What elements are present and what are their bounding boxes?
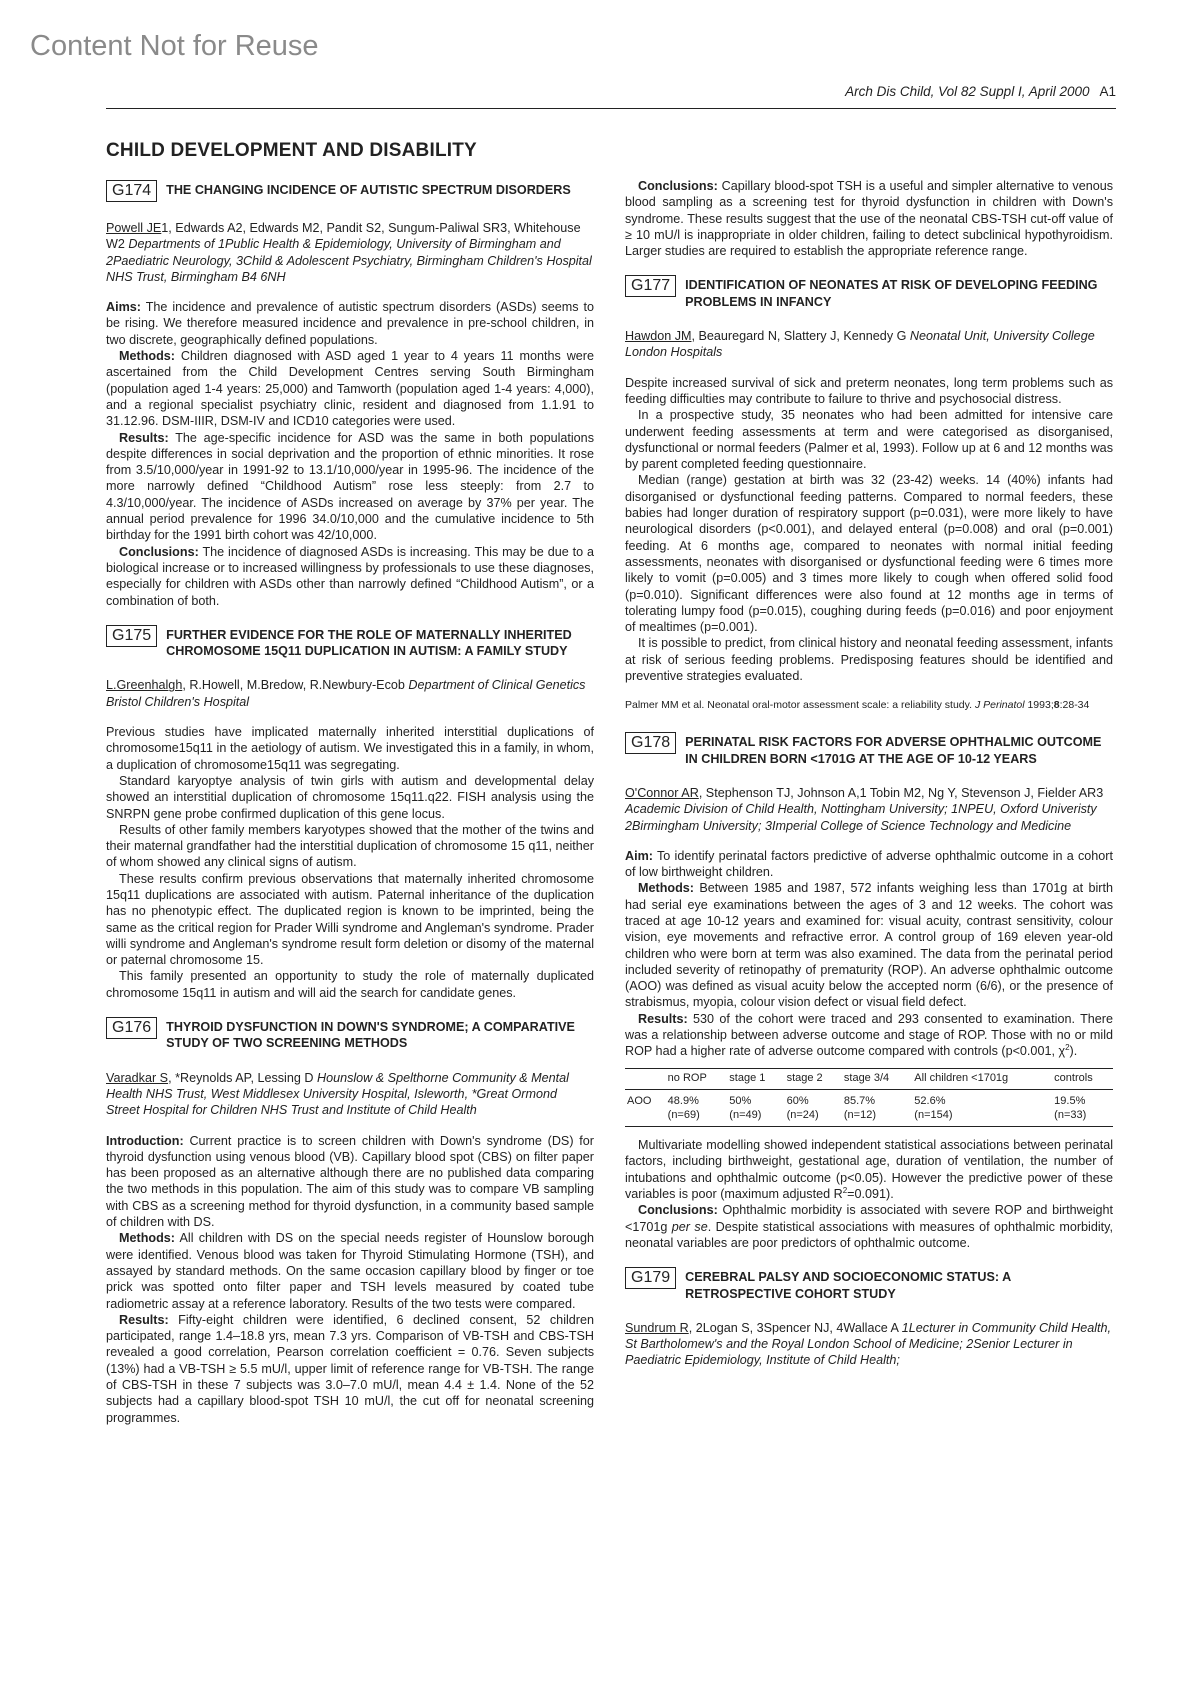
abstract-id: G176 xyxy=(106,1017,157,1039)
abstract-g179 xyxy=(625,1267,1113,1368)
conclusions-paragraph: Conclusions: Capillary blood-spot TSH is a useful and simpler alternative to venous blood sampling as a screening test for thyroid dysfunction in children with Down's syndrome. These results suggest that the use of the neonatal CBS-TSH cut-off value of ≥ 10 mU/l is inappropriate in older children, failing to detect subclinical hypothyroidism. Larger studies are required to establish the appropriate reference range. xyxy=(625,179,1114,259)
table-header-row xyxy=(625,1068,1113,1090)
co-authors: , R.Howell, M.Bredow, R.Newbury-Ecob xyxy=(182,678,405,693)
abstract-g177 xyxy=(625,275,1113,712)
abstract-id: G177 xyxy=(625,275,676,297)
presenting-author: L.Greenhalgh xyxy=(106,678,183,693)
presenting-author: Hawdon JM xyxy=(625,329,692,344)
introduction-paragraph: Introduction: Current practice is to screen children with Down's syndrome (DS) for thyroid dysfunction using venous blood (VB). Capillary blood spot (CBS) on filter paper has been proposed as an alternative although there are no published data comparing the two methods in this population. The aim of this study was to compare VB sampling with CBS as a screening method for thyroid dysfunction, in a community based sample of children with DS. xyxy=(106,1133,594,1230)
body-paragraph: This family presented an opportunity to study the role of maternally duplicated chromosome 15q11 in autism and will aid the search for candidate genes. xyxy=(106,969,594,1000)
table-header-cell: stage 2 xyxy=(785,1068,842,1090)
table-header-cell: stage 1 xyxy=(727,1068,784,1090)
right-column xyxy=(625,178,1113,1385)
affiliation: Hounslow & Spelthorne Community & Mental Health NHS Trust, West Middlesex University Hospital, Isleworth, *Great Ormond Street Hospital for Children NHS Trust and Institute of Child Health xyxy=(106,1070,569,1118)
header-rule xyxy=(106,108,1116,109)
abstract-g174 xyxy=(106,180,594,609)
body-paragraph: Median (range) gestation at birth was 32 (23-42) weeks. 14 (40%) infants had disorganised or dysfunctional feeding patterns. Compared to normal feeders, these babies had longer duration of respiratory support (p=0.031), were more likely to have neurological disorders (p<0.001), and delayed enteral (p=0.008) and oral (p=0.001) feeding. At 6 months age, compared to neonates with normal initial feeding assessments, neonates with disorganised or dysfunctional feeding were 6 times more likely to vomit (p=0.005) and 3 times more likely to cough when offered solid food (p=0.010). Significant differences were also found at 12 months age in terms of tolerating lumpy food (p=0.015), coughing during feeds (p=0.016) and poor enjoyment of mealtimes (p=0.001). xyxy=(625,473,1113,635)
abstract-title: THYROID DYSFUNCTION IN DOWN'S SYNDROME; A COMPARATIVE STUDY OF TWO SCREENING METHODS xyxy=(166,1020,575,1051)
presenting-author: Powell JE xyxy=(106,221,162,235)
abstract-header xyxy=(625,275,1113,310)
co-authors: , Beauregard N, Slattery J, Kennedy G xyxy=(691,329,907,344)
table-header-cell: no ROP xyxy=(666,1068,728,1090)
author-line xyxy=(625,785,1113,834)
journal-citation: Arch Dis Child, Vol 82 Suppl I, April 2000 xyxy=(845,84,1090,99)
table-cell: 60% (n=24) xyxy=(785,1090,842,1127)
page-number: A1 xyxy=(1099,84,1116,99)
author-line xyxy=(625,1320,1113,1369)
presenting-author: O'Connor AR xyxy=(625,785,699,800)
abstract-header xyxy=(106,1017,594,1052)
author-line xyxy=(106,1070,594,1119)
co-authors: , 2Logan S, 3Spencer NJ, 4Wallace A xyxy=(688,1320,899,1335)
abstract-id: G175 xyxy=(106,625,157,647)
abstract-title: THE CHANGING INCIDENCE OF AUTISTIC SPECTRUM DISORDERS xyxy=(166,183,571,197)
abstract-header xyxy=(625,1267,1113,1302)
affiliation: Academic Division of Child Health, Nottingham University; 1NPEU, Oxford Univeristy 2Birmingham University; 3Imperial College of Science Technology and Medicine xyxy=(625,802,1097,833)
abstract-header xyxy=(106,180,594,202)
reference: Palmer MM et al. Neonatal oral-motor assessment scale: a reliability study. J Perinatol 1993;8:28-34 xyxy=(625,699,1090,712)
abstract-title: PERINATAL RISK FACTORS FOR ADVERSE OPHTHALMIC OUTCOME IN CHILDREN BORN <1701G AT THE AGE OF 10-12 YEARS xyxy=(685,735,1102,766)
table-row xyxy=(625,1090,1113,1127)
conclusions-paragraph: Conclusions: The incidence of diagnosed ASDs is increasing. This may be due to a biological increase or to increased willingness by professionals to use these diagnoses, especially for children with ASDs other than narrowly defined “Childhood Autism”, or a combination of both. xyxy=(106,544,594,608)
co-authors: , *Reynolds AP, Lessing D xyxy=(168,1070,314,1085)
body-paragraph: Standard karyoptye analysis of twin girls with autism and developmental delay showed an interstitial duplication of chromosome 15q11.q22. FISH analysis using the SNRPN gene probe confirmed duplication of this gene locus. xyxy=(106,773,594,821)
table-header-cell xyxy=(625,1068,666,1090)
author-line xyxy=(625,328,1113,361)
watermark: Content Not for Reuse xyxy=(30,30,319,62)
abstract-title: CEREBRAL PALSY AND SOCIOECONOMIC STATUS: A RETROSPECTIVE COHORT STUDY xyxy=(685,1270,1011,1301)
methods-paragraph: Methods: Between 1985 and 1987, 572 infants weighing less than 1701g at birth had serial eye examinations between the ages of 3 and 12 weeks. The cohort was traced at age 10-12 years and examined for: visual acuity, contrast sensitivity, colour vision, eye movements and refractive error. A control group of 169 eleven year-old children who were born at term was also examined. The data from the perinatal period included severity of retinopathy of prematurity (ROP). An adverse ophthalmic outcome (AOO) was defined as visual acuity below the accepted norm (6/6), or the presence of strabismus, myopia, colour vision defect or visual field defect. xyxy=(625,881,1113,1010)
presenting-author: Sundrum R xyxy=(625,1320,689,1335)
abstract-id: G178 xyxy=(625,732,676,754)
table-cell: 52.6% (n=154) xyxy=(912,1090,1052,1127)
co-authors: , Stephenson TJ, Johnson A,1 Tobin M2, Ng Y, Stevenson J, Fielder AR3 xyxy=(698,785,1104,800)
abstract-title: FURTHER EVIDENCE FOR THE ROLE OF MATERNALLY INHERITED CHROMOSOME 15Q11 DUPLICATION IN AUTISM: A FAMILY STUDY xyxy=(166,627,572,659)
table-cell: 50% (n=49) xyxy=(727,1090,784,1127)
abstract-g175 xyxy=(106,625,594,1001)
results-paragraph: Results: 530 of the cohort were traced and 293 consented to examination. There was a relationship between adverse outcome and stage of ROP. Those with no or mild ROP had a higher rate of adverse outcome compared with controls (p<0.001, $\chi^2$). xyxy=(625,1011,1113,1059)
aim-paragraph: Aim: To identify perinatal factors predictive of adverse ophthalmic outcome in a cohort of low birthweight children. xyxy=(625,848,1113,880)
body-paragraph: It is possible to predict, from clinical history and neonatal feeding assessment, infants at risk of serious feeding problems. Predisposing features should be identified and preventive strategies evaluated. xyxy=(625,636,1113,684)
abstract-id: G179 xyxy=(625,1267,676,1289)
presenting-author: Varadkar S xyxy=(106,1070,169,1085)
body-paragraph: In a prospective study, 35 neonates who had been admitted for intensive care underwent feeding assessments at term and were categorised as disorganised, dysfunctional or normal feeders (Palmer et al, 1993). Follow up at 6 and 12 months was by parent completed feeding questionnaire. xyxy=(625,408,1113,472)
multivariate-paragraph: Multivariate modelling showed independent statistical associations between perinatal factors, including birthweight, gestational age, duration of ventilation, the number of intubations and ophthalmic outcome (p<0.05). However the predictive power of these variables is poor (maximum adjusted $R^2=0.091$). xyxy=(625,1138,1113,1202)
running-head xyxy=(845,84,1116,99)
results-table xyxy=(625,1068,1113,1128)
affiliation: Departments of 1Public Health & Epidemiology, University of Birmingham and 2Paediatric Neurology, 3Child & Adolescent Psychiatry, Birmingham Children's Hospital NHS Trust, Birmingham B4 6NH xyxy=(106,237,592,284)
left-column xyxy=(106,178,594,1442)
results-paragraph: Results: The age-specific incidence for ASD was the same in both populations despite differences in social deprivation and the proportion of ethnic minorities. It rose from 3.5/10,000/year in 1991-92 to 13.1/10,000/year in 1995-96. The incidence of the more narrowly defined “Childhood Autism” rose less steeply: from 2.7 to 4.3/10,000/year. The incidence of ASDs increased on average by 37% per year. The annual period prevalence for 1996 34.0/10,000 and the cumulative incidence to 5th birthday for the 1991 birth cohort was 42/10,000. xyxy=(106,430,594,543)
table-header-cell: stage 3/4 xyxy=(842,1068,912,1090)
abstract-g176-continued xyxy=(625,178,1113,259)
affiliation: 1Lecturer in Community Child Health, St Bartholomew's and the Royal London School of Medicine; 2Senior Lecturer in Paediatric Epidemiology, Institute of Child Health; xyxy=(625,1320,1112,1368)
methods-paragraph: Methods: Children diagnosed with ASD aged 1 year to 4 years 11 months were ascertained from the Child Development Centres serving South Birmingham (population aged 1-4 years: 25,000) and Tamworth (population aged 1-4 years: 4,000), and a regional specialist psychiatry clinic, resident and diagnosed from 1.1.91 to 31.12.96. DSM-IIIR, DSM-IV and ICD10 categories were used. xyxy=(106,349,594,429)
body-paragraph: Results of other family members karyotypes showed that the mother of the twins and their maternal grandfather had the interstitial duplication of chromosome 15 q11, neither of whom showed any clinical signs of autism. xyxy=(106,822,594,870)
body-paragraph: Despite increased survival of sick and preterm neonates, long term problems such as feeding difficulties may contribute to failure to thrive and psychosocial distress. xyxy=(625,375,1113,406)
affiliation: Neonatal Unit, University College London Hospitals xyxy=(625,329,1095,360)
abstract-g178 xyxy=(625,732,1113,1251)
table-cell: 19.5% (n=33) xyxy=(1052,1090,1113,1127)
body-paragraph: Previous studies have implicated maternally inherited interstitial duplications of chromosome15q11 in the aetiology of autism. We investigated this in a family, in whom, a duplication of chromosome15q11 was segregating. xyxy=(106,725,594,772)
table-cell: 85.7% (n=12) xyxy=(842,1090,912,1127)
co-authors: 1, Edwards A2, Edwards M2, Pandit S2, Sungum-Paliwal SR3, Whitehouse W2 xyxy=(106,221,581,252)
abstract-header xyxy=(625,732,1113,767)
author-line xyxy=(106,677,594,710)
conclusions-paragraph: Conclusions: Ophthalmic morbidity is associated with severe ROP and birthweight <1701g per se. Despite statistical associations with measures of ophthalmic morbidity, neonatal variables are poor predictors of ophthalmic outcome. xyxy=(625,1203,1114,1250)
abstract-title: IDENTIFICATION OF NEONATES AT RISK OF DEVELOPING FEEDING PROBLEMS IN INFANCY xyxy=(685,278,1098,309)
aims-paragraph: Aims: The incidence and prevalence of autistic spectrum disorders (ASDs) seems to be rising. We therefore measured incidence and prevalence in pre-school children, in two discrete, geographically defined populations. xyxy=(106,300,594,347)
abstract-id: G174 xyxy=(106,180,157,202)
table-cell: 48.9% (n=69) xyxy=(666,1090,728,1127)
affiliation: Department of Clinical Genetics Bristol Children's Hospital xyxy=(106,678,586,709)
methods-paragraph: Methods: All children with DS on the special needs register of Hounslow borough were identified. Venous blood was taken for Thyroid Stimulating Hormone (TSH), and assayed by standard methods. On the same occasion capillary blood by finger or toe prick was spotted onto filter paper and TSH levels measured by coated tube radiometric assay at a reference laboratory. Results of the two tests were compared. xyxy=(106,1231,594,1311)
table-header-cell: All children <1701g xyxy=(912,1068,1052,1090)
row-label: AOO xyxy=(625,1090,666,1127)
author-line xyxy=(106,220,594,285)
abstract-header xyxy=(106,625,594,660)
results-paragraph: Results: Fifty-eight children were identified, 6 declined consent, 52 children participated, range 1.4–18.8 yrs, mean 7.3 yrs. Comparison of VB-TSH and CBS-TSH revealed a good correlation, Pearson correlation coefficient = 0.76. Seven subjects (13%) had a VB-TSH ≥ 5.5 mU/l, upper limit of reference range for VB-TSH. The range of CBS-TSH in these 7 subjects was 3.0–7.0 mU/l, mean 4.4 ± 1.4. None of the 52 subjects had a capillary blood-spot TSH 10 mU/l, the cut off for neonatal screening programmes. xyxy=(106,1312,594,1425)
abstract-g176 xyxy=(106,1017,594,1426)
table-header-cell: controls xyxy=(1052,1068,1113,1090)
section-title: CHILD DEVELOPMENT AND DISABILITY xyxy=(106,140,477,161)
body-paragraph: These results confirm previous observations that maternally inherited chromosome 15q11 duplications are associated with autism. Paternal inheritance of the duplication has no phenotypic effect. The duplicated region is known to be imprinted, being the same as the critical region for Prader Willi syndrome and Angleman's syndrome. Prader willi syndrome and Angleman's syndrome result form deletion or disomy of the maternal or paternal chromosome 15. xyxy=(106,871,594,968)
